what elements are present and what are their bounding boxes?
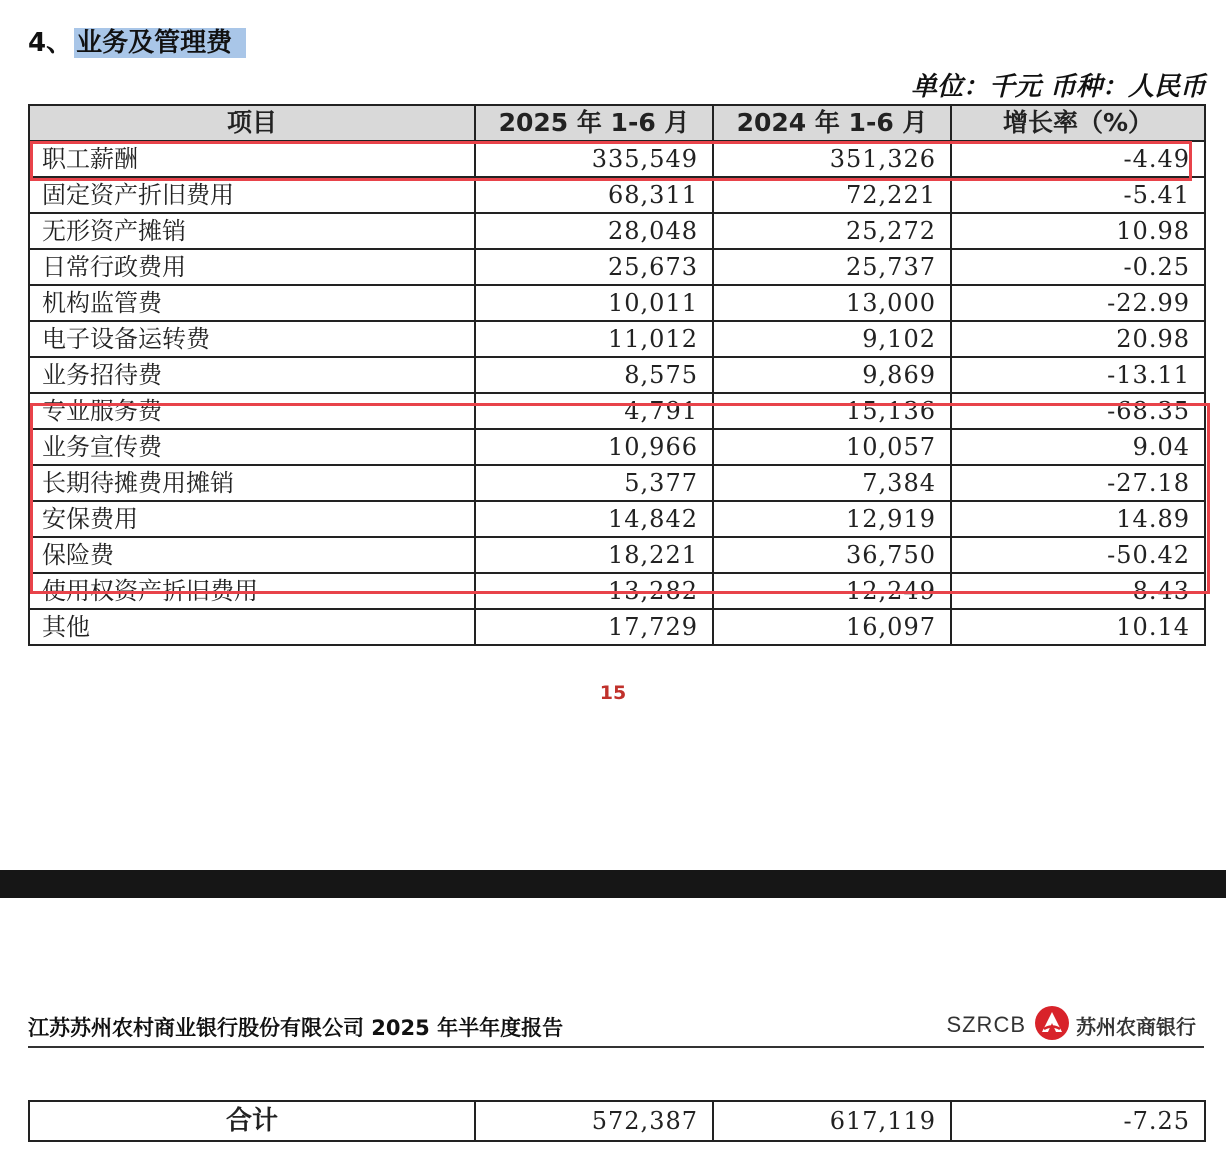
logo-latin-text: SZRCB <box>946 1012 1026 1037</box>
page-break-bar <box>0 870 1226 898</box>
total-row <box>29 1101 1205 1141</box>
table-row <box>29 213 1205 249</box>
table-row <box>29 573 1205 609</box>
value-2025-cell: 5,377 <box>475 465 713 501</box>
value-2025-cell: 335,549 <box>475 141 713 177</box>
value-2024-cell: 10,057 <box>713 429 951 465</box>
report-header-rule <box>28 1046 1204 1048</box>
bank-logo <box>946 1006 1196 1044</box>
growth-rate-cell: -27.18 <box>951 465 1205 501</box>
growth-rate-cell: 10.98 <box>951 213 1205 249</box>
growth-rate-cell: -13.11 <box>951 357 1205 393</box>
logo-chinese-text: 苏州农商银行 <box>1076 1014 1196 1039</box>
table-row <box>29 537 1205 573</box>
item-name-cell: 固定资产折旧费用 <box>29 177 475 213</box>
value-2024-cell: 9,869 <box>713 357 951 393</box>
table-row <box>29 249 1205 285</box>
value-2024-cell: 25,737 <box>713 249 951 285</box>
growth-rate-cell: -22.99 <box>951 285 1205 321</box>
item-name-cell: 无形资产摊销 <box>29 213 475 249</box>
header-item: 项目 <box>29 105 475 141</box>
table-row <box>29 501 1205 537</box>
szrcb-logo-icon <box>1034 1005 1076 1045</box>
item-name-cell: 保险费 <box>29 537 475 573</box>
item-name-cell: 其他 <box>29 609 475 645</box>
section-title-highlighted: 业务及管理费 <box>74 28 246 58</box>
item-name-cell: 专业服务费 <box>29 393 475 429</box>
value-2024-cell: 72,221 <box>713 177 951 213</box>
table-row <box>29 141 1205 177</box>
item-name-cell: 安保费用 <box>29 501 475 537</box>
value-2025-cell: 18,221 <box>475 537 713 573</box>
table-row <box>29 357 1205 393</box>
value-2024-cell: 7,384 <box>713 465 951 501</box>
growth-rate-cell: -4.49 <box>951 141 1205 177</box>
table-row <box>29 393 1205 429</box>
value-2025-cell: 17,729 <box>475 609 713 645</box>
value-2024-cell: 13,000 <box>713 285 951 321</box>
item-name-cell: 业务招待费 <box>29 357 475 393</box>
report-header-title: 江苏苏州农村商业银行股份有限公司 2025 年半年度报告 <box>28 1016 564 1040</box>
value-2024-cell: 351,326 <box>713 141 951 177</box>
page-number: 15 <box>599 682 627 704</box>
value-2024-cell: 25,272 <box>713 213 951 249</box>
item-name-cell: 日常行政费用 <box>29 249 475 285</box>
value-2025-cell: 10,966 <box>475 429 713 465</box>
growth-rate-cell: 8.43 <box>951 573 1205 609</box>
value-2025-cell: 25,673 <box>475 249 713 285</box>
total-table <box>28 1100 1206 1142</box>
value-2025-cell: 11,012 <box>475 321 713 357</box>
item-name-cell: 电子设备运转费 <box>29 321 475 357</box>
value-2025-cell: 10,011 <box>475 285 713 321</box>
item-name-cell: 长期待摊费用摊销 <box>29 465 475 501</box>
growth-rate-cell: 14.89 <box>951 501 1205 537</box>
value-2024-cell: 12,919 <box>713 501 951 537</box>
value-2024-cell: 15,136 <box>713 393 951 429</box>
value-2025-cell: 8,575 <box>475 357 713 393</box>
growth-rate-cell: 9.04 <box>951 429 1205 465</box>
item-name-cell: 机构监管费 <box>29 285 475 321</box>
value-2024-cell: 12,249 <box>713 573 951 609</box>
value-2025-cell: 68,311 <box>475 177 713 213</box>
value-2024-cell: 9,102 <box>713 321 951 357</box>
item-name-cell: 业务宣传费 <box>29 429 475 465</box>
growth-rate-cell: -50.42 <box>951 537 1205 573</box>
value-2024-cell: 16,097 <box>713 609 951 645</box>
header-2024: 2024 年 1-6 月 <box>713 105 951 141</box>
section-title <box>28 28 246 58</box>
item-name-cell: 使用权资产折旧费用 <box>29 573 475 609</box>
unit-label: 单位：千元 币种：人民币 <box>910 72 1206 102</box>
expense-table <box>28 104 1206 646</box>
growth-rate-cell: 20.98 <box>951 321 1205 357</box>
value-2024-cell: 36,750 <box>713 537 951 573</box>
total-label: 合计 <box>29 1101 475 1141</box>
header-2025: 2025 年 1-6 月 <box>475 105 713 141</box>
header-growth: 增长率（%） <box>951 105 1205 141</box>
table-row <box>29 609 1205 645</box>
table-row <box>29 285 1205 321</box>
value-2025-cell: 28,048 <box>475 213 713 249</box>
item-name-cell: 职工薪酬 <box>29 141 475 177</box>
table-header-row <box>29 105 1205 141</box>
value-2025-cell: 13,282 <box>475 573 713 609</box>
total-2024: 617,119 <box>713 1101 951 1141</box>
total-2025: 572,387 <box>475 1101 713 1141</box>
table-row <box>29 465 1205 501</box>
growth-rate-cell: -5.41 <box>951 177 1205 213</box>
table-row <box>29 429 1205 465</box>
growth-rate-cell: 10.14 <box>951 609 1205 645</box>
table-row <box>29 321 1205 357</box>
table-row <box>29 177 1205 213</box>
value-2025-cell: 4,791 <box>475 393 713 429</box>
total-growth: -7.25 <box>951 1101 1205 1141</box>
section-number: 4、 <box>28 28 73 58</box>
growth-rate-cell: -0.25 <box>951 249 1205 285</box>
value-2025-cell: 14,842 <box>475 501 713 537</box>
growth-rate-cell: -68.35 <box>951 393 1205 429</box>
